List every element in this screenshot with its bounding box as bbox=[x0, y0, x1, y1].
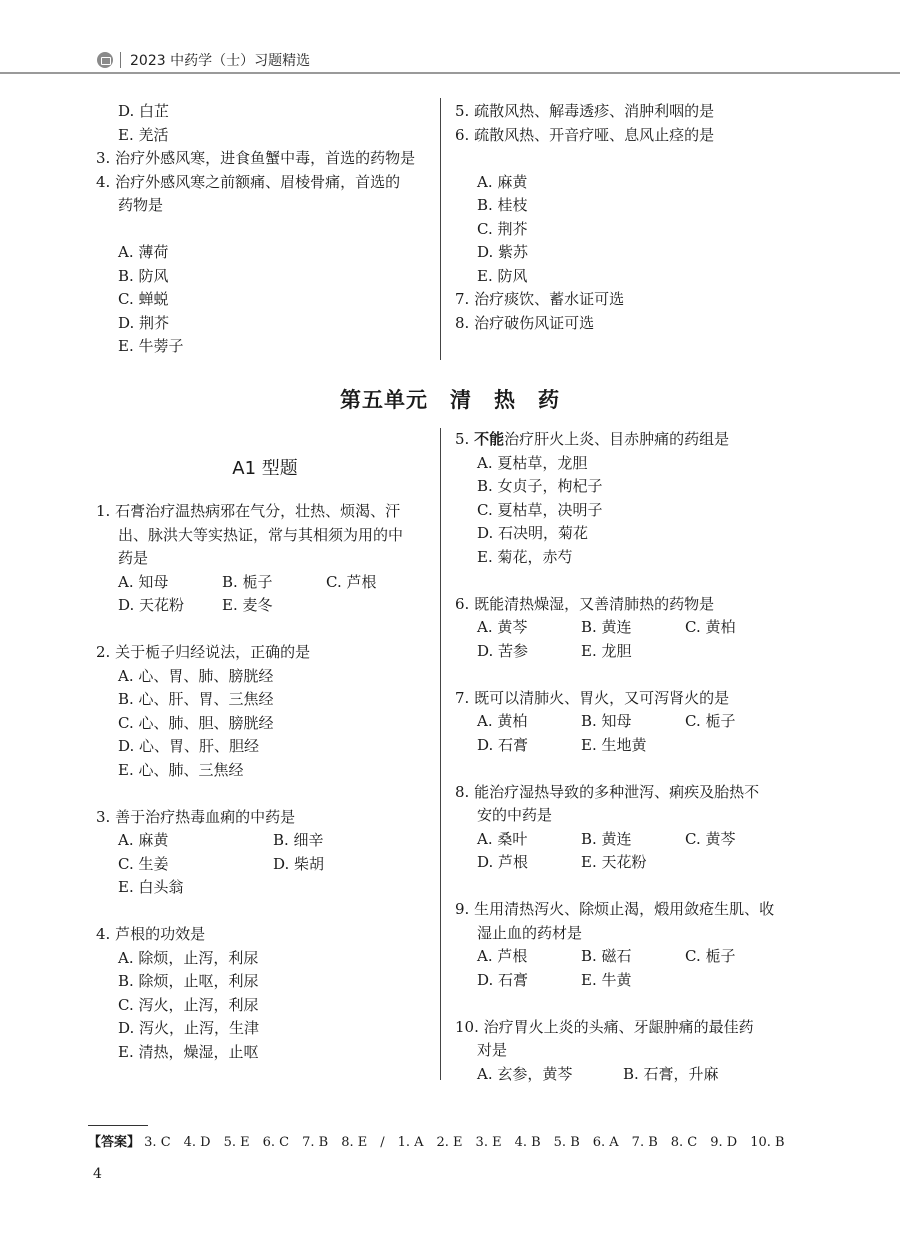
header-rule bbox=[0, 72, 900, 74]
option: B. 桂枝 bbox=[477, 196, 528, 214]
option: E. 龙胆 bbox=[581, 641, 632, 660]
option: A. 心、胃、肺、膀胱经 bbox=[118, 666, 274, 685]
question-6: 6. 既能清热燥湿，又善清肺热的药物是 bbox=[455, 594, 715, 613]
option: D. 心、胃、肝、胆经 bbox=[118, 737, 260, 755]
question-10-line2: 对是 bbox=[477, 1041, 508, 1059]
option: E. 菊花，赤芍 bbox=[477, 547, 573, 566]
option: A. 麻黄 bbox=[477, 172, 528, 191]
option: B. 黄连 bbox=[581, 829, 632, 848]
option: E. 白头翁 bbox=[118, 878, 184, 896]
option: B. 心、肝、胃、三焦经 bbox=[118, 690, 274, 708]
question-2: 2. 关于栀子归经说法，正确的是 bbox=[96, 643, 311, 661]
option: B. 除烦，止呕，利尿 bbox=[118, 972, 259, 990]
column-divider bbox=[440, 98, 441, 360]
option: E. 清热，燥湿，止呕 bbox=[118, 1042, 259, 1061]
question-9-line2: 湿止血的药材是 bbox=[477, 923, 583, 942]
answer-text: 3. C 4. D 5. E 6. C 7. B 8. E / 1. A 2. E 3. E 4. B 5. B 6. A 7. B 8. C 9. D 10. B bbox=[144, 1135, 785, 1150]
option: D. 紫苏 bbox=[477, 243, 529, 261]
top-left-column bbox=[96, 100, 426, 359]
option: D. 泻火，止泻，生津 bbox=[118, 1019, 260, 1037]
option: C. 夏枯草，决明子 bbox=[477, 500, 603, 519]
column-divider bbox=[440, 428, 441, 1080]
question-3: 3. 善于治疗热毒血痢的中药是 bbox=[96, 807, 296, 826]
book-icon bbox=[97, 52, 113, 68]
option: B. 防风 bbox=[118, 266, 169, 285]
question-1-line3: 药是 bbox=[118, 549, 149, 567]
question-5: 5. 疏散风热、解毒透疹、消肿利咽的是 bbox=[455, 102, 715, 120]
question-9-line1: 9. 生用清热泻火、除烦止渴，煅用敛疮生肌、收 bbox=[455, 900, 775, 918]
option: E. 牛黄 bbox=[581, 970, 632, 989]
option: A. 桑叶 bbox=[477, 829, 528, 848]
question-3: 3. 治疗外感风寒，进食鱼蟹中毒，首选的药物是 bbox=[96, 149, 416, 167]
option: B. 磁石 bbox=[581, 947, 632, 965]
option: A. 夏枯草，龙胆 bbox=[477, 453, 588, 472]
option: D. 荆芥 bbox=[118, 313, 170, 332]
question-7: 7. 治疗痰饮、蓄水证可选 bbox=[455, 290, 625, 308]
option: D. 天花粉 bbox=[118, 596, 185, 614]
option: C. 黄芩 bbox=[685, 829, 736, 848]
section-title: 第五单元 清 热 药 bbox=[340, 387, 560, 412]
option: E. 心、肺、三焦经 bbox=[118, 760, 244, 779]
right-column bbox=[455, 428, 800, 1086]
question-6: 6. 疏散风热、开音疗哑、息风止痉的是 bbox=[455, 125, 715, 144]
emphasis-text: 不能 bbox=[474, 430, 505, 448]
option: C. 栀子 bbox=[685, 712, 736, 730]
question-7: 7. 既可以清肺火、胃火，又可泻肾火的是 bbox=[455, 688, 730, 707]
page-header bbox=[0, 0, 900, 74]
question-4: 4. 芦根的功效是 bbox=[96, 925, 206, 943]
option: C. 生姜 bbox=[118, 854, 169, 873]
question-8-line1: 8. 能治疗湿热导致的多种泄泻、痢疾及胎热不 bbox=[455, 782, 760, 801]
option: A. 芦根 bbox=[477, 947, 528, 965]
answer-label: 【答案】 bbox=[88, 1135, 141, 1150]
top-right-column bbox=[455, 100, 795, 335]
option: A. 玄参，黄芩 bbox=[477, 1064, 573, 1083]
option: B. 细辛 bbox=[273, 831, 324, 849]
answer-key bbox=[88, 1131, 785, 1150]
option: A. 薄荷 bbox=[118, 243, 169, 261]
option: E. 牛蒡子 bbox=[118, 337, 184, 355]
option: B. 黄连 bbox=[581, 618, 632, 636]
option-d: D. 白芷 bbox=[118, 102, 170, 120]
a1-heading: A1 型题 bbox=[232, 458, 298, 479]
option: A. 知母 bbox=[118, 572, 169, 591]
option: A. 麻黄 bbox=[118, 831, 169, 849]
option: C. 芦根 bbox=[326, 572, 377, 591]
option: C. 黄柏 bbox=[685, 618, 736, 636]
answer-rule bbox=[88, 1125, 148, 1126]
option: C. 栀子 bbox=[685, 947, 736, 965]
question-number: 5. bbox=[455, 430, 470, 448]
option: D. 芦根 bbox=[477, 853, 529, 871]
option: B. 女贞子，枸杞子 bbox=[477, 477, 603, 495]
left-column bbox=[96, 500, 431, 1064]
question-8-line2: 安的中药是 bbox=[477, 806, 553, 824]
option: E. 麦冬 bbox=[222, 596, 273, 614]
question-1-options bbox=[96, 571, 431, 595]
header-separator bbox=[120, 52, 121, 68]
page-number: 4 bbox=[93, 1166, 102, 1182]
question-4-line2: 药物是 bbox=[118, 196, 164, 214]
option: B. 知母 bbox=[581, 712, 632, 730]
option: A. 黄柏 bbox=[477, 712, 528, 730]
option: C. 泻火，止泻，利尿 bbox=[118, 995, 259, 1014]
option: B. 栀子 bbox=[222, 572, 273, 591]
option: A. 除烦，止泻，利尿 bbox=[118, 948, 259, 967]
option-e: E. 羌活 bbox=[118, 125, 169, 144]
option: E. 生地黄 bbox=[581, 735, 647, 754]
question-5 bbox=[455, 428, 800, 452]
question-text: 治疗肝火上炎、目赤肿痛的药组是 bbox=[504, 430, 730, 448]
question-1-line2: 出、脉洪大等实热证，常与其相须为用的中 bbox=[118, 525, 404, 544]
question-8: 8. 治疗破伤风证可选 bbox=[455, 313, 595, 332]
option: B. 石膏，升麻 bbox=[623, 1064, 719, 1083]
question-4-line1: 4. 治疗外感风寒之前额痛、眉棱骨痛，首选的 bbox=[96, 172, 401, 191]
question-10-line1: 10. 治疗胃火上炎的头痛、牙龈肿痛的最佳药 bbox=[455, 1017, 754, 1036]
question-1-line1: 1. 石膏治疗温热病邪在气分，壮热、烦渴、汗 bbox=[96, 502, 401, 520]
option: C. 荆芥 bbox=[477, 219, 528, 238]
header-title: 2023 中药学（士）习题精选 bbox=[130, 53, 311, 69]
option: A. 黄芩 bbox=[477, 618, 528, 636]
option: E. 防风 bbox=[477, 266, 528, 285]
option: E. 天花粉 bbox=[581, 853, 647, 871]
option: D. 石膏 bbox=[477, 735, 529, 754]
option: D. 石膏 bbox=[477, 970, 529, 989]
option: C. 蝉蜕 bbox=[118, 290, 169, 308]
option: C. 心、肺、胆、膀胱经 bbox=[118, 713, 274, 732]
option: D. 苦参 bbox=[477, 641, 529, 660]
option: D. 石决明，菊花 bbox=[477, 524, 589, 542]
option: D. 柴胡 bbox=[273, 854, 325, 873]
